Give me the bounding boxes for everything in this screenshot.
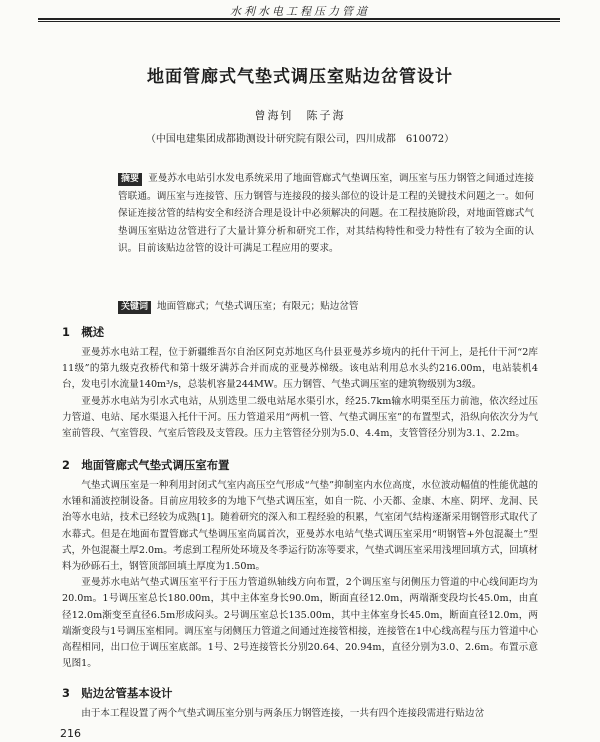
- running-header-text: 水利水电工程压力管道: [230, 5, 370, 18]
- header-rule-thin: [38, 21, 560, 22]
- paragraph: 气垫式调压室是一种利用封闭式气室内高压空气形成“气垫”抑制室内水位高度，水位波动幅值的性能优越的水锤和涌波控制设备。目前应用较多的为地下气垫式调压室，如自一院、小天都、金康、木座、阴坪、龙洞、民治等水电站，技术已经较为成熟[1]。随着研究的深入和工程经验的积累，气室闭气结构逐渐采用钢管形式取代了水幕式。但是在地面布置管廊式气垫调压室尚属首次，亚曼苏水电站气垫式调压室采用“明钢管+外包混凝土”型式，外包混凝土厚2.0m。考虑到工程所处环境及冬季运行防冻等要求，气垫式调压室采用浅埋回填方式，回填材料为砂砾石土，钢管顶部回填土厚度为1.50m。: [62, 480, 538, 573]
- section-body: [62, 706, 538, 722]
- section-heading: 2 地面管廊式气垫式调压室布置: [62, 458, 230, 472]
- paragraph: 亚曼苏水电站气垫式调压室平行于压力管道纵轴线方向布置，2个调压室与闭侧压力管道的中心线间距均为20.0m。1号调压室总长180.00m，其中主体室身长90.0m，断面直径12.0m，两端渐变段均长45.0m，由直径12.0m渐变至直径6.5m形成闷头。2号调压室总长135.00m，其中主体室身长45.0m，断面直径12.0m，两端渐变段与1号调压室相同。调压室与闭侧压力管道之间通过连接管相接，连接管在1中心线高程与压力管道中心高程相同，出口位于调压室底部。1号、2号连接管长分别20.64、20.94m，直径分别为3.0、2.6m。布置示意见图1。: [62, 577, 538, 670]
- abstract-label: 摘要: [118, 173, 142, 186]
- authors: 曾海钊 陈子海: [254, 109, 346, 122]
- header-rule: [38, 18, 560, 20]
- section-body: [62, 345, 538, 442]
- page-number: 216: [60, 727, 81, 740]
- running-header: [0, 0, 600, 20]
- paper-title: 地面管廊式气垫式调压室贴边岔管设计: [147, 67, 453, 87]
- abstract: [118, 170, 534, 258]
- abstract-text: 亚曼苏水电站引水发电系统采用了地面管廊式气垫调压室，调压室与压力钢管之间通过连接管联通。调压室与连接管、压力钢管与连接段的接头部位的设计是工程的关键技术问题之一。如何保证连接岔管的结构安全和经济合理是设计中必须解决的问题。在工程技施阶段，对地面管廊式气垫调压室贴边岔管进行了大量计算分析和研究工作，对其结构特性和受力特性有了较为全面的认识。目前该贴边岔管的设计可满足工程应用的要求。: [118, 173, 534, 254]
- keywords: [118, 298, 534, 314]
- section-heading: 3 贴边岔管基本设计: [62, 686, 173, 700]
- paragraph: 亚曼苏水电站工程，位于新疆维吾尔自治区阿克苏地区乌什县亚曼苏乡境内的托什干河上，是托什干河“2库11级”的第九级克孜桥代和第十级牙满苏合并而成的亚曼苏梯级。该电站利用总水头约216.00m，电站装机4台，发电引水流量140m³/s，总装机容量244MW。压力钢管、气垫式调压室的建筑物级别为3级。: [62, 347, 538, 391]
- keywords-label: 关键词: [118, 301, 151, 314]
- affiliation: （中国电建集团成都勘测设计研究院有限公司，四川成都 610072）: [145, 134, 455, 145]
- section-heading: 1 概述: [62, 325, 105, 339]
- section-body: [62, 478, 538, 672]
- paragraph: 由于本工程设置了两个气垫式调压室分别与两条压力钢管连接，一共有四个连接段需进行贴边岔: [81, 708, 485, 719]
- keywords-text: 地面管廊式；气垫式调压室；有限元；贴边岔管: [157, 301, 359, 312]
- paragraph: 亚曼苏水电站为引水式电站，从别迭里二级电站尾水渠引水，经25.7km输水明渠至压力前池，依次经过压力管道、电站、尾水渠退入托什干河。压力管道采用“两机一管、气垫式调压室”的布置型式，沿纵向依次分为气室前管段、气室管段、气室后管段及支管段。压力主管管径分别为5.0、4.4m，支管管径分别为3.1、2.2m。: [62, 395, 538, 440]
